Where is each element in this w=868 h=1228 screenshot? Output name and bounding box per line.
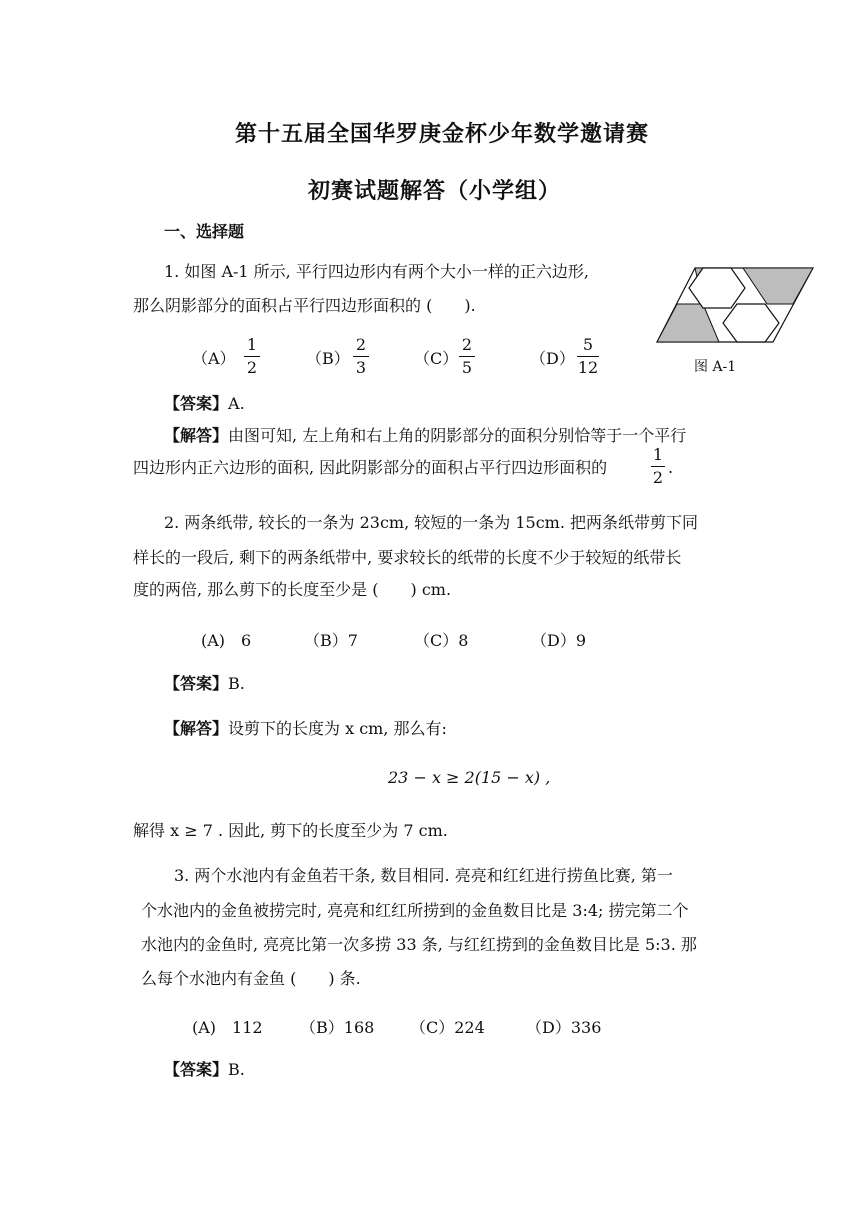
solution-text: 设剪下的长度为 x cm, 那么有: xyxy=(228,719,447,738)
q1-option-b-fraction xyxy=(353,336,369,377)
q2-line-1: 2. 两条纸带, 较长的一条为 23cm, 较短的一条为 15cm. 把两条纸带剪下同 xyxy=(164,513,699,532)
answer-tag: 【答案】 xyxy=(164,394,229,413)
q1-option-d-label: （D） xyxy=(530,349,575,368)
q1-option-c-label: （C） xyxy=(414,349,459,368)
section-heading: 一、选择题 xyxy=(164,222,245,241)
q1-option-c-fraction xyxy=(459,336,475,377)
fraction-bar xyxy=(577,356,599,357)
q2-solution xyxy=(164,719,447,739)
q3-line-4: 么每个水池内有金鱼 ( ) 条. xyxy=(141,969,361,988)
fraction-bar xyxy=(459,356,475,357)
fraction-numerator: 2 xyxy=(461,335,473,354)
q2-line-2: 样长的一段后, 剩下的两条纸带中, 要求较长的纸带的长度不少于较短的纸带长 xyxy=(133,548,682,567)
page-subtitle: 初赛试题解答（小学组） xyxy=(308,178,562,204)
q2-answer xyxy=(164,674,245,694)
q1-option-b-label: （B） xyxy=(306,349,350,368)
fraction-bar xyxy=(651,466,665,467)
figure-a1-diagram xyxy=(655,266,815,346)
q3-option-d: （D）336 xyxy=(526,1018,602,1037)
fraction-bar xyxy=(353,356,369,357)
solution-tag: 【解答】 xyxy=(164,719,229,738)
q1-solution-end: . xyxy=(668,458,674,477)
q3-answer xyxy=(164,1060,245,1080)
fraction-denominator: 12 xyxy=(577,358,599,377)
q2-option-d: （D）9 xyxy=(531,631,587,650)
q1-option-a-label: （A） xyxy=(192,349,236,368)
q1-solution-line-1 xyxy=(164,426,686,446)
solution-tag: 【解答】 xyxy=(164,426,229,445)
q3-option-c: （C）224 xyxy=(410,1018,485,1037)
q3-line-2: 个水池内的金鱼被捞完时, 亮亮和红红所捞到的金鱼数目比是 3:4; 捞完第二个 xyxy=(141,901,689,920)
fraction-numerator: 5 xyxy=(582,335,594,354)
fraction-numerator: 2 xyxy=(355,335,367,354)
q3-line-1: 3. 两个水池内有金鱼若干条, 数目相同. 亮亮和红红进行捞鱼比赛, 第一 xyxy=(174,866,673,885)
q2-option-b: （B）7 xyxy=(304,631,358,650)
figure-a1-caption: 图 A-1 xyxy=(694,359,737,375)
q2-line-3: 度的两倍, 那么剪下的长度至少是 ( ) cm. xyxy=(133,580,452,599)
q1-line-1: 1. 如图 A-1 所示, 平行四边形内有两个大小一样的正六边形, xyxy=(164,262,589,281)
q1-solution-line-2: 四边形内正六边形的面积, 因此阴影部分的面积占平行四边形面积的 xyxy=(133,458,608,477)
q2-option-a: (A) 6 xyxy=(201,631,252,650)
fraction-denominator: 2 xyxy=(652,468,664,487)
q2-formula: 23 − x ≥ 2(15 − x) , xyxy=(388,768,551,787)
q1-option-a-fraction xyxy=(244,336,260,377)
solution-text: 由图可知, 左上角和右上角的阴影部分的面积分别恰等于一个平行 xyxy=(228,426,687,445)
fraction-denominator: 2 xyxy=(246,358,258,377)
q2-conclusion: 解得 x ≥ 7 . 因此, 剪下的长度至少为 7 cm. xyxy=(133,821,448,840)
q1-solution-fraction xyxy=(651,446,665,487)
q1-line-2: 那么阴影部分的面积占平行四边形面积的 ( ). xyxy=(133,296,476,315)
fraction-bar xyxy=(244,356,260,357)
page-title: 第十五届全国华罗庚金杯少年数学邀请赛 xyxy=(235,121,650,147)
answer-value: B. xyxy=(228,674,245,693)
q2-option-c: （C）8 xyxy=(414,631,469,650)
fraction-denominator: 3 xyxy=(355,358,367,377)
q3-option-b: （B）168 xyxy=(300,1018,375,1037)
answer-tag: 【答案】 xyxy=(164,674,229,693)
answer-value: A. xyxy=(228,394,245,413)
q3-option-a: (A) 112 xyxy=(192,1018,263,1037)
q1-answer xyxy=(164,394,245,414)
q1-option-d-fraction xyxy=(577,336,599,377)
fraction-numerator: 1 xyxy=(246,335,258,354)
answer-value: B. xyxy=(228,1060,245,1079)
q3-line-3: 水池内的金鱼时, 亮亮比第一次多捞 33 条, 与红红捞到的金鱼数目比是 5:3. 那 xyxy=(141,935,697,954)
fraction-denominator: 5 xyxy=(461,358,473,377)
answer-tag: 【答案】 xyxy=(164,1060,229,1079)
fraction-numerator: 1 xyxy=(652,445,664,464)
